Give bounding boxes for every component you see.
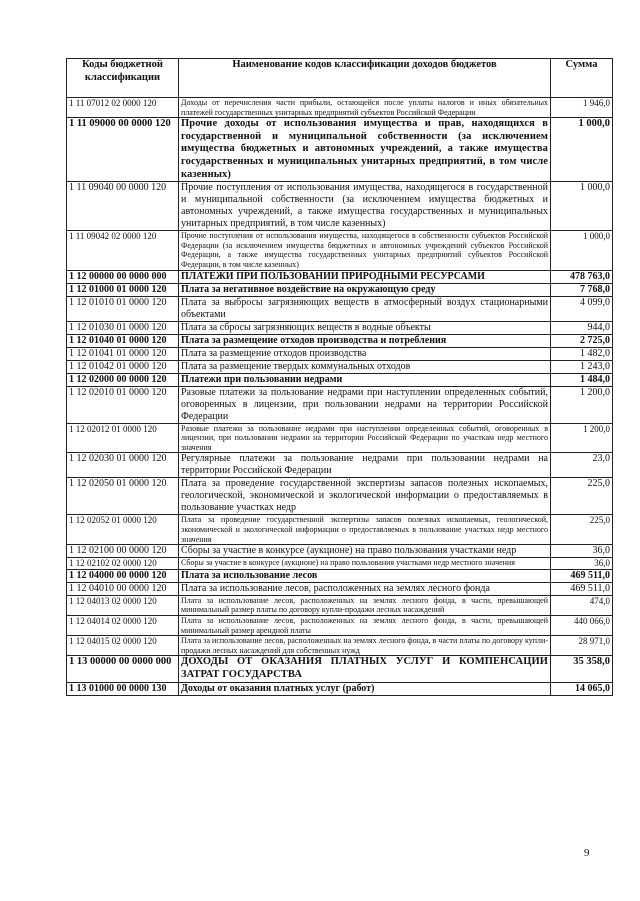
table-row — [67, 569, 613, 582]
row-code: 1 12 01000 01 0000 120 — [67, 283, 179, 296]
row-code: 1 12 00000 00 0000 000 — [67, 270, 179, 283]
row-name: Доходы от перечисления части прибыли, остающейся после уплаты налогов и иных обязательных платежей государственных унитарных предприятий субъектов Российской Федерации — [179, 98, 551, 118]
table-body — [67, 98, 613, 696]
row-code: 1 12 02100 00 0000 120 — [67, 545, 179, 558]
row-sum: 1 000,0 — [551, 231, 613, 270]
row-code: 1 12 01030 01 0000 120 — [67, 321, 179, 334]
row-code: 1 12 01040 01 0000 120 — [67, 334, 179, 347]
table-row — [67, 453, 613, 478]
row-code: 1 12 04000 00 0000 120 — [67, 569, 179, 582]
table-row — [67, 98, 613, 118]
table-row — [67, 545, 613, 558]
row-name: Сборы за участие в конкурсе (аукционе) на право пользования участками недр местного значения — [179, 558, 551, 570]
row-sum: 1 200,0 — [551, 423, 613, 453]
row-code: 1 12 01042 01 0000 120 — [67, 360, 179, 373]
row-code: 1 11 09040 00 0000 120 — [67, 182, 179, 231]
row-name: Прочие поступления от использования имущества, находящегося в собственности субъектов Российской Федерации (за исключением имущества бюджетных и автономных учреждений субъектов Российской Федерации, а также имущества государственных унитарных предприятий субъектов Российской Федерации, в том числе казенных) — [179, 231, 551, 270]
row-code: 1 13 01000 00 0000 130 — [67, 682, 179, 695]
row-sum: 35 358,0 — [551, 656, 613, 682]
header-code: Коды бюджетной классификации — [67, 59, 179, 98]
row-sum: 23,0 — [551, 453, 613, 478]
row-sum: 36,0 — [551, 558, 613, 570]
row-sum: 944,0 — [551, 321, 613, 334]
row-sum: 469 511,0 — [551, 569, 613, 582]
row-name: Плата за размещение отходов производства — [179, 347, 551, 360]
row-sum: 14 065,0 — [551, 682, 613, 695]
row-sum: 440 066,0 — [551, 616, 613, 636]
row-sum: 36,0 — [551, 545, 613, 558]
row-code: 1 12 02000 00 0000 120 — [67, 373, 179, 386]
table-row — [67, 283, 613, 296]
row-name: ДОХОДЫ ОТ ОКАЗАНИЯ ПЛАТНЫХ УСЛУГ И КОМПЕНСАЦИИ ЗАТРАТ ГОСУДАРСТВА — [179, 656, 551, 682]
row-name: Плата за проведение государственной экспертизы запасов полезных ископаемых, геологической, экономической и экологической информации о предоставляемых в пользование участках недр местного значения — [179, 515, 551, 545]
table-row — [67, 360, 613, 373]
row-name: ПЛАТЕЖИ ПРИ ПОЛЬЗОВАНИИ ПРИРОДНЫМИ РЕСУРСАМИ — [179, 270, 551, 283]
row-code: 1 11 09042 02 0000 120 — [67, 231, 179, 270]
table-row — [67, 231, 613, 270]
row-name: Плата за использование лесов, расположенных на землях лесного фонда — [179, 582, 551, 595]
table-row — [67, 270, 613, 283]
row-code: 1 12 04013 02 0000 120 — [67, 595, 179, 615]
table-row — [67, 423, 613, 453]
table-row — [67, 373, 613, 386]
row-name: Плата за размещение твердых коммунальных отходов — [179, 360, 551, 373]
row-sum: 4 099,0 — [551, 296, 613, 321]
table-row — [67, 656, 613, 682]
row-code: 1 12 02010 01 0000 120 — [67, 386, 179, 423]
row-sum: 1 200,0 — [551, 386, 613, 423]
row-name: Плата за использование лесов, расположенных на землях лесного фонда, в части, превышающей минимальный размер арендной платы — [179, 616, 551, 636]
table-row — [67, 595, 613, 615]
table-row — [67, 582, 613, 595]
row-sum: 469 511,0 — [551, 582, 613, 595]
table-row — [67, 321, 613, 334]
table-row — [67, 347, 613, 360]
row-sum: 225,0 — [551, 515, 613, 545]
row-sum: 1 482,0 — [551, 347, 613, 360]
table-row — [67, 515, 613, 545]
row-sum: 1 000,0 — [551, 118, 613, 182]
row-sum: 478 763,0 — [551, 270, 613, 283]
row-name: Плата за использование лесов, расположенных на землях лесного фонда, в части, превышающей минимальный размер платы по договору купли-продажи лесных насаждений — [179, 595, 551, 615]
row-code: 1 12 04010 00 0000 120 — [67, 582, 179, 595]
table-row — [67, 118, 613, 182]
revenue-table — [66, 58, 613, 696]
row-name: Плата за проведение государственной экспертизы запасов полезных ископаемых, геологической, экономической и экологической информации о предоставляемых в пользование участках недр — [179, 478, 551, 515]
row-code: 1 12 04015 02 0000 120 — [67, 636, 179, 656]
table-row — [67, 558, 613, 570]
table-row — [67, 182, 613, 231]
row-name: Прочие доходы от использования имущества и прав, находящихся в государственной и муниципальной собственности (за исключением имущества бюджетных и автономных учреждений, а также имущества государственных и муниципальных унитарных предприятий, в том числе казенных) — [179, 118, 551, 182]
row-name: Плата за выбросы загрязняющих веществ в атмосферный воздух стационарными объектами — [179, 296, 551, 321]
row-name: Платежи при пользовании недрами — [179, 373, 551, 386]
row-code: 1 12 01010 01 0000 120 — [67, 296, 179, 321]
row-sum: 1 243,0 — [551, 360, 613, 373]
row-code: 1 11 07012 02 0000 120 — [67, 98, 179, 118]
table-row — [67, 636, 613, 656]
row-name: Разовые платежи за пользование недрами при наступлении определенных событий, оговоренных в лицензии, при пользовании недрами на территории Российской Федерации по участкам недр местного значения — [179, 423, 551, 453]
row-code: 1 12 01041 01 0000 120 — [67, 347, 179, 360]
row-name: Регулярные платежи за пользование недрами при пользовании недрами на территории Российской Федерации — [179, 453, 551, 478]
row-sum: 1 946,0 — [551, 98, 613, 118]
table-row — [67, 682, 613, 695]
row-code: 1 11 09000 00 0000 120 — [67, 118, 179, 182]
row-sum: 28 971,0 — [551, 636, 613, 656]
row-name: Прочие поступления от использования имущества, находящегося в государственной и муниципальной собственности (за исключением имущества бюджетных и автономных учреждений, а также имущества государственных и муниципальных унитарных предприятий, в том числе казенных) — [179, 182, 551, 231]
header-sum: Сумма — [551, 59, 613, 98]
row-name: Плата за сбросы загрязняющих веществ в водные объекты — [179, 321, 551, 334]
row-sum: 474,0 — [551, 595, 613, 615]
table-row — [67, 616, 613, 636]
row-name: Плата за использование лесов, расположенных на землях лесного фонда, в части платы по договору купли-продажи лесных насаждений для собственных нужд — [179, 636, 551, 656]
table-row — [67, 296, 613, 321]
row-sum: 2 725,0 — [551, 334, 613, 347]
row-sum: 1 000,0 — [551, 182, 613, 231]
row-code: 1 12 02012 01 0000 120 — [67, 423, 179, 453]
row-name: Плата за размещение отходов производства и потребления — [179, 334, 551, 347]
table-header-row — [67, 59, 613, 98]
header-name: Наименование кодов классификации доходов бюджетов — [179, 59, 551, 98]
row-name: Доходы от оказания платных услуг (работ) — [179, 682, 551, 695]
row-code: 1 12 02030 01 0000 120 — [67, 453, 179, 478]
page-number: 9 — [584, 847, 590, 859]
row-code: 1 12 02102 02 0000 120 — [67, 558, 179, 570]
row-name: Сборы за участие в конкурсе (аукционе) на право пользования участками недр — [179, 545, 551, 558]
row-sum: 7 768,0 — [551, 283, 613, 296]
table-row — [67, 334, 613, 347]
row-sum: 225,0 — [551, 478, 613, 515]
row-code: 1 12 04014 02 0000 120 — [67, 616, 179, 636]
table-row — [67, 478, 613, 515]
table-row — [67, 386, 613, 423]
row-name: Плата за использование лесов — [179, 569, 551, 582]
row-code: 1 12 02050 01 0000 120 — [67, 478, 179, 515]
row-name: Разовые платежи за пользование недрами при наступлении определенных событий, оговоренных в лицензии, при пользовании недрами на территории Российской Федерации — [179, 386, 551, 423]
row-sum: 1 484,0 — [551, 373, 613, 386]
row-code: 1 12 02052 01 0000 120 — [67, 515, 179, 545]
row-name: Плата за негативное воздействие на окружающую среду — [179, 283, 551, 296]
row-code: 1 13 00000 00 0000 000 — [67, 656, 179, 682]
